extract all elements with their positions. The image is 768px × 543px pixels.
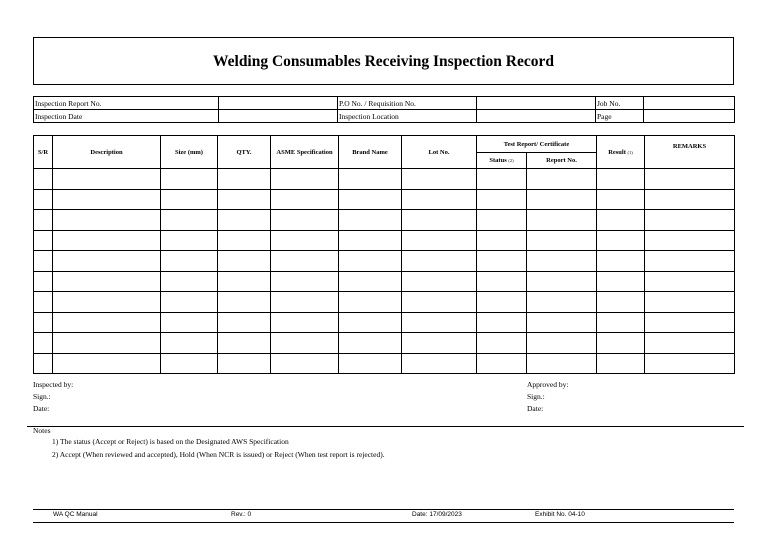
result-header-label: Result (608, 148, 626, 156)
table-cell[interactable] (53, 189, 161, 210)
table-cell[interactable] (161, 251, 218, 272)
table-cell[interactable] (597, 189, 645, 210)
table-cell[interactable] (218, 169, 271, 190)
table-cell[interactable] (271, 292, 339, 313)
table-cell[interactable] (53, 251, 161, 272)
result-note-ref: (1) (627, 149, 633, 155)
table-cell[interactable] (527, 251, 597, 272)
table-cell[interactable] (527, 169, 597, 190)
sr-header: S/R (34, 136, 53, 169)
table-cell[interactable] (339, 210, 402, 231)
table-row (34, 271, 735, 292)
footer-date: Date: 17/09/2023 (412, 511, 462, 518)
test-report-header: Test Report/ Certificate (477, 136, 597, 153)
table-cell[interactable] (402, 169, 477, 190)
inspector-date-label: Date: (33, 404, 50, 413)
table-cell[interactable] (161, 292, 218, 313)
table-cell[interactable] (597, 169, 645, 190)
table-cell[interactable] (597, 251, 645, 272)
table-cell[interactable] (402, 271, 477, 292)
table-cell[interactable] (597, 292, 645, 313)
table-cell[interactable] (271, 189, 339, 210)
table-cell[interactable] (161, 169, 218, 190)
table-cell[interactable] (477, 312, 527, 333)
table-cell[interactable] (218, 353, 271, 374)
table-cell[interactable] (339, 353, 402, 374)
table-cell[interactable] (161, 271, 218, 292)
table-cell[interactable] (218, 251, 271, 272)
table-row (34, 333, 735, 354)
size-header: Size (mm) (161, 136, 218, 169)
table-cell[interactable] (597, 333, 645, 354)
items-body (34, 169, 735, 374)
table-cell[interactable] (645, 210, 735, 231)
table-cell[interactable] (339, 333, 402, 354)
table-cell[interactable] (402, 292, 477, 313)
inspection-report-no-field[interactable] (219, 97, 338, 110)
table-cell[interactable] (34, 333, 53, 354)
table-cell[interactable] (339, 230, 402, 251)
footer-bottom-rule (33, 522, 734, 523)
notes-divider (27, 426, 744, 427)
table-cell[interactable] (53, 312, 161, 333)
notes-heading: Notes (33, 426, 51, 435)
table-cell[interactable] (218, 210, 271, 231)
qty-header: QTY. (218, 136, 271, 169)
inspected-by-label: Inspected by: (33, 380, 74, 389)
page-field[interactable] (644, 110, 735, 123)
info-row (34, 97, 735, 110)
table-row (34, 353, 735, 374)
note-item-1: 1) The status (Accept or Reject) is based on the Designated AWS Specification (52, 437, 289, 446)
table-cell[interactable] (339, 251, 402, 272)
status-header (477, 153, 527, 169)
table-cell[interactable] (402, 251, 477, 272)
table-cell[interactable] (645, 271, 735, 292)
table-cell[interactable] (645, 189, 735, 210)
table-cell[interactable] (477, 169, 527, 190)
table-cell[interactable] (161, 353, 218, 374)
table-cell[interactable] (53, 333, 161, 354)
inspection-location-label: Inspection Location (338, 110, 477, 123)
footer-manual: WA QC Manual (53, 511, 98, 518)
table-cell[interactable] (402, 210, 477, 231)
table-row (34, 251, 735, 272)
table-cell[interactable] (527, 210, 597, 231)
header-row (34, 136, 735, 153)
table-cell[interactable] (477, 230, 527, 251)
table-cell[interactable] (271, 210, 339, 231)
table-cell[interactable] (161, 333, 218, 354)
table-cell[interactable] (271, 271, 339, 292)
table-cell[interactable] (645, 169, 735, 190)
table-cell[interactable] (339, 169, 402, 190)
asme-spec-header: ASME Specification (271, 136, 339, 169)
footer-exhibit: Exhibit No. 04-10 (535, 511, 585, 518)
note-item-2: 2) Accept (When reviewed and accepted), Hold (When NCR is issued) or Reject (When test report is rejected). (52, 450, 385, 459)
table-cell[interactable] (271, 353, 339, 374)
table-cell[interactable] (218, 189, 271, 210)
table-cell[interactable] (271, 333, 339, 354)
result-header (597, 136, 645, 169)
table-cell[interactable] (34, 312, 53, 333)
table-cell[interactable] (527, 353, 597, 374)
table-cell[interactable] (402, 189, 477, 210)
table-cell[interactable] (34, 189, 53, 210)
table-cell[interactable] (161, 189, 218, 210)
table-cell[interactable] (34, 230, 53, 251)
table-cell[interactable] (402, 230, 477, 251)
table-cell[interactable] (527, 333, 597, 354)
info-row (34, 110, 735, 123)
table-cell[interactable] (597, 353, 645, 374)
table-row (34, 169, 735, 190)
page-label: Page (596, 110, 644, 123)
footer-rev: Rev.: 0 (231, 511, 252, 518)
table-cell[interactable] (339, 292, 402, 313)
table-cell[interactable] (402, 333, 477, 354)
table-row (34, 312, 735, 333)
remarks-header: REMARKS (645, 136, 735, 169)
table-cell[interactable] (477, 271, 527, 292)
table-cell[interactable] (402, 353, 477, 374)
table-cell[interactable] (645, 333, 735, 354)
brand-name-header: Brand Name (339, 136, 402, 169)
table-cell[interactable] (218, 292, 271, 313)
table-cell[interactable] (218, 271, 271, 292)
table-cell[interactable] (339, 312, 402, 333)
job-no-field[interactable] (644, 97, 735, 110)
page-title: Welding Consumables Receiving Inspection Record (212, 53, 554, 70)
table-cell[interactable] (34, 210, 53, 231)
table-cell[interactable] (477, 353, 527, 374)
table-cell[interactable] (34, 169, 53, 190)
po-no-label: P.O No. / Requisition No. (338, 97, 477, 110)
inspection-date-field[interactable] (219, 110, 338, 123)
table-cell[interactable] (597, 230, 645, 251)
table-cell[interactable] (339, 271, 402, 292)
table-cell[interactable] (271, 169, 339, 190)
table-cell[interactable] (271, 312, 339, 333)
table-cell[interactable] (53, 292, 161, 313)
table-cell[interactable] (527, 292, 597, 313)
table-cell[interactable] (477, 333, 527, 354)
lot-no-header: Lot No. (402, 136, 477, 169)
table-cell[interactable] (271, 230, 339, 251)
table-cell[interactable] (161, 210, 218, 231)
report-no-header: Report No. (527, 153, 597, 169)
table-cell[interactable] (339, 189, 402, 210)
status-header-label: Status (489, 157, 507, 164)
table-cell[interactable] (527, 230, 597, 251)
table-cell[interactable] (34, 292, 53, 313)
table-row (34, 189, 735, 210)
inspection-location-field[interactable] (477, 110, 596, 123)
table-cell[interactable] (53, 230, 161, 251)
table-cell[interactable] (218, 230, 271, 251)
table-cell[interactable] (53, 210, 161, 231)
table-cell[interactable] (527, 271, 597, 292)
description-header: Description (53, 136, 161, 169)
table-cell[interactable] (645, 251, 735, 272)
table-cell[interactable] (271, 251, 339, 272)
approver-date-label: Date: (527, 404, 544, 413)
table-cell[interactable] (477, 251, 527, 272)
table-cell[interactable] (597, 312, 645, 333)
table-cell[interactable] (477, 292, 527, 313)
table-cell[interactable] (527, 312, 597, 333)
table-cell[interactable] (645, 353, 735, 374)
table-cell[interactable] (53, 169, 161, 190)
table-cell[interactable] (34, 271, 53, 292)
table-row (34, 210, 735, 231)
table-cell[interactable] (402, 312, 477, 333)
job-no-label: Job No. (596, 97, 644, 110)
table-row (34, 292, 735, 313)
table-cell[interactable] (477, 210, 527, 231)
info-table (33, 96, 735, 123)
status-note-ref: (2) (508, 158, 514, 163)
title-box (33, 37, 734, 85)
table-cell[interactable] (597, 271, 645, 292)
inspector-sign-label: Sign.: (33, 392, 51, 401)
footer-top-rule (33, 509, 734, 510)
table-row (34, 230, 735, 251)
table-cell[interactable] (34, 353, 53, 374)
inspection-items-table (33, 135, 735, 374)
table-cell[interactable] (218, 312, 271, 333)
po-no-field[interactable] (477, 97, 596, 110)
table-cell[interactable] (645, 230, 735, 251)
table-cell[interactable] (161, 230, 218, 251)
table-cell[interactable] (477, 189, 527, 210)
table-cell[interactable] (218, 333, 271, 354)
table-cell[interactable] (161, 312, 218, 333)
table-cell[interactable] (53, 353, 161, 374)
inspection-report-no-label: Inspection Report No. (34, 97, 219, 110)
table-cell[interactable] (645, 292, 735, 313)
approved-by-label: Approved by: (527, 380, 569, 389)
approver-sign-label: Sign.: (527, 392, 545, 401)
table-cell[interactable] (34, 251, 53, 272)
table-cell[interactable] (645, 312, 735, 333)
table-cell[interactable] (53, 271, 161, 292)
table-cell[interactable] (527, 189, 597, 210)
table-cell[interactable] (597, 210, 645, 231)
inspection-date-label: Inspection Date (34, 110, 219, 123)
